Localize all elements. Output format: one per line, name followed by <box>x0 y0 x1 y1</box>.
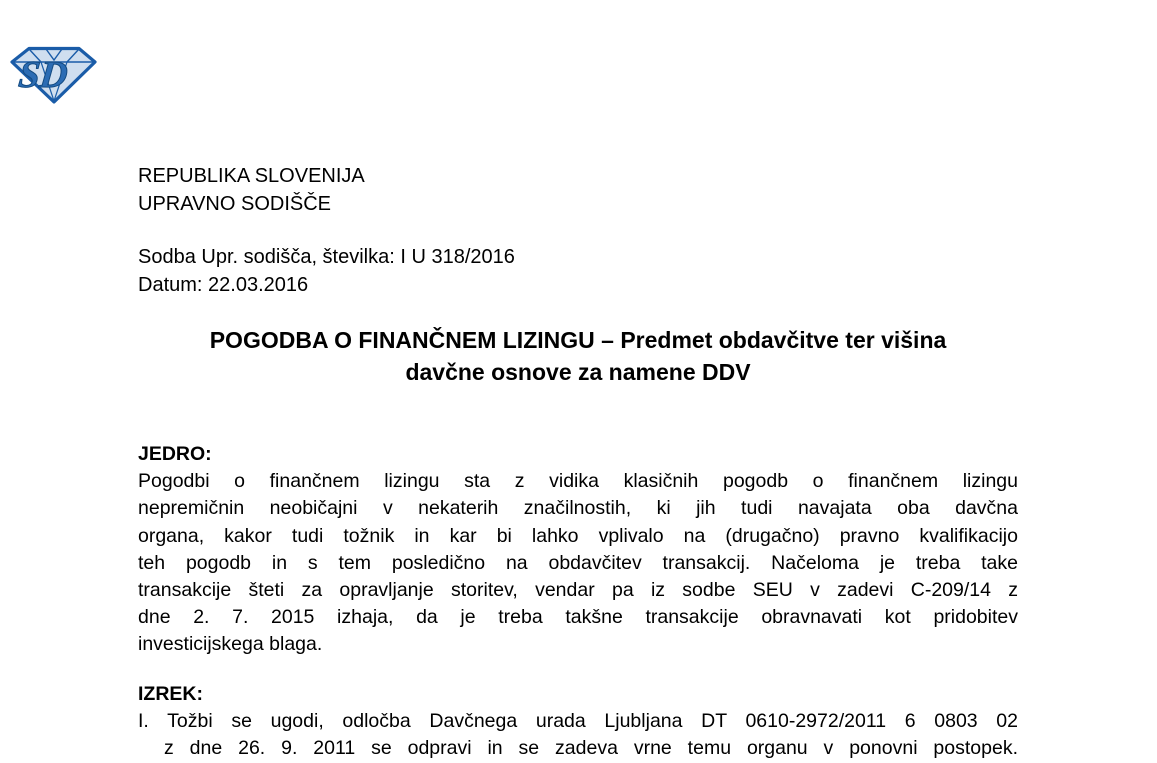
issuer-court: UPRAVNO SODIŠČE <box>138 193 331 215</box>
jedro-heading: JEDRO: <box>138 443 212 465</box>
izrek-line-clipped: z dne 26. 9. 2011 se odpravi in se zadeva vrne temu organu v ponovni postopek. <box>164 737 1018 760</box>
jedro-line: organa, kakor tudi tožnik in kar bi lahko vplivalo na (drugačno) pravno kvalifikacijo <box>138 524 1018 547</box>
jedro-line-last: investicijskega blaga. <box>138 633 323 656</box>
case-number-line: Sodba Upr. sodišča, številka: I U 318/2016 <box>138 246 515 268</box>
issuer-header <box>138 162 1018 218</box>
document-title-line1: POGODBA O FINANČNEM LIZINGU – Predmet obdavčitve ter višina <box>209 327 947 353</box>
jedro-section <box>138 441 1018 659</box>
document-title <box>138 324 1018 388</box>
sd-logo <box>10 45 98 105</box>
document-title-line2: davčne osnove za namene DDV <box>405 359 751 385</box>
jedro-line: dne 2. 7. 2015 izhaja, da je treba takšne transakcije obravnavati kot pridobitev <box>138 606 1018 629</box>
jedro-line: transakcije šteti za opravljanje storitev, vendar pa iz sodbe SEU v zadevi C-209/14 z <box>138 579 1018 602</box>
case-meta <box>138 243 1018 299</box>
izrek-section <box>138 681 1018 763</box>
izrek-line: I. Tožbi se ugodi, odločba Davčnega urada Ljubljana DT 0610-2972/2011 6 0803 02 <box>138 710 1018 733</box>
jedro-line: teh pogodb in s tem posledično na obdavčitev transakcij. Načeloma je treba take <box>138 551 1018 574</box>
logo-letters: SD <box>16 54 70 96</box>
issuer-country: REPUBLIKA SLOVENIJA <box>138 165 365 187</box>
date-line: Datum: 22.03.2016 <box>138 274 309 296</box>
sd-diamond-icon <box>10 45 98 105</box>
jedro-line: nepremičnin neobičajni v nekaterih značilnostih, ki jih tudi navajata oba davčna <box>138 497 1018 520</box>
jedro-line: Pogodbi o finančnem lizingu sta z vidika klasičnih pogodb o finančnem lizingu <box>138 470 1018 493</box>
izrek-heading: IZREK: <box>138 683 203 705</box>
